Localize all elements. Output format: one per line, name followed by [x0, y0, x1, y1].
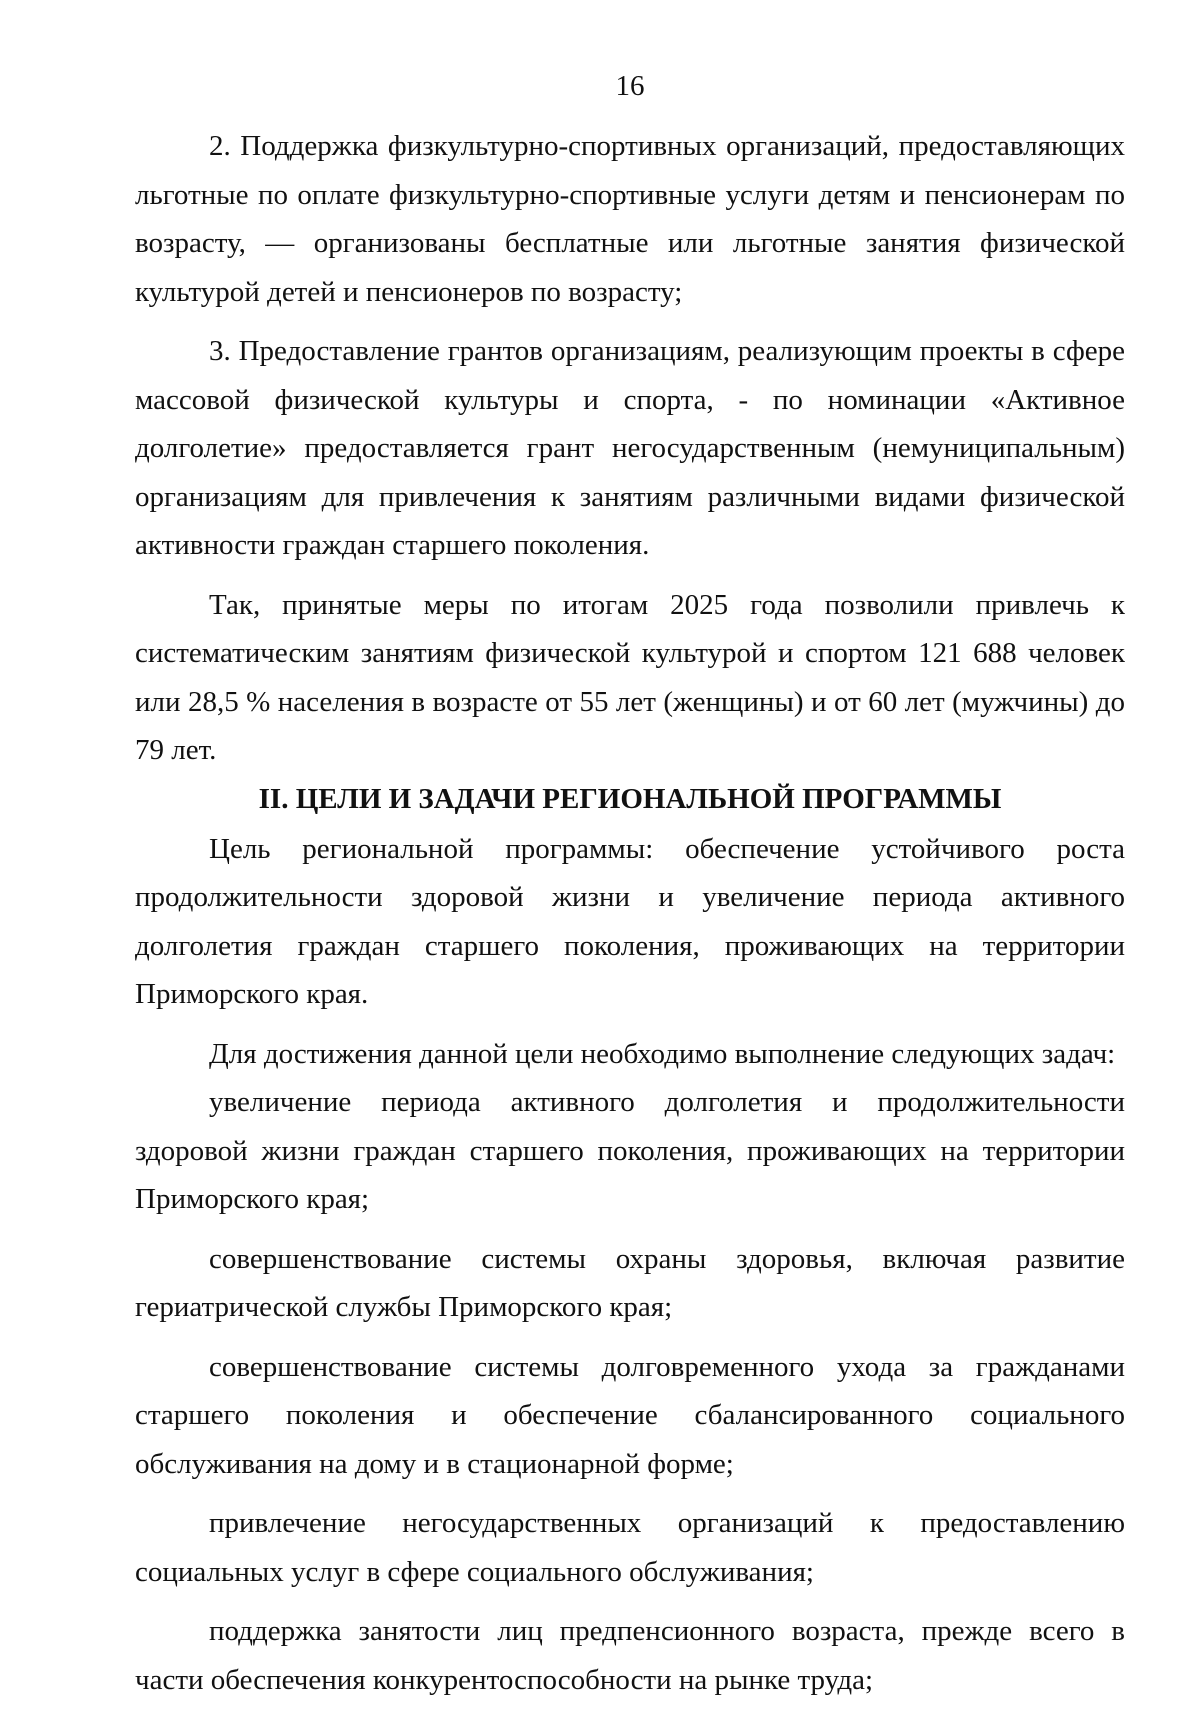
task-item: привлечение негосударственных организаций к предоставлению социальных услуг в сфере социального обслуживания;	[135, 1507, 1125, 1588]
paragraph-grants: 3. Предоставление грантов организациям, реализующим проекты в сфере массовой физической культуры и спорта, - по номинации «Активное долголетие» предоставляется грант негосударственным (немуниципальным) организациям для привлечения к занятиям различными видами физической активности граждан старшего поколения.	[135, 335, 1125, 561]
section-heading: II. ЦЕЛИ И ЗАДАЧИ РЕГИОНАЛЬНОЙ ПРОГРАММЫ	[258, 782, 1002, 815]
paragraph-program-goal: Цель региональной программы: обеспечение устойчивого роста продолжительности здоровой жизни и увеличение периода активного долголетия граждан старшего поколения, проживающих на территории Приморского края.	[135, 832, 1125, 1010]
task-item: увеличение периода активного долголетия и продолжительности здоровой жизни граждан старшего поколения, проживающих на территории Приморского края;	[135, 1086, 1125, 1215]
document-body	[135, 122, 1125, 1715]
task-item: поддержка занятости лиц предпенсионного возраста, прежде всего в части обеспечения конкурентоспособности на рынке труда;	[135, 1615, 1125, 1696]
task-item: совершенствование системы охраны здоровья, включая развитие гериатрической службы Приморского края;	[135, 1242, 1125, 1323]
page-number: 16	[615, 70, 645, 102]
paragraph-tasks-intro: Для достижения данной цели необходимо выполнение следующих задач:	[209, 1037, 1116, 1070]
task-item: совершенствование системы долговременного ухода за гражданами старшего поколения и обеспечение сбалансированного социального обслуживания на дому и в стационарной форме;	[135, 1350, 1125, 1480]
paragraph-results-2025: Так, принятые меры по итогам 2025 года позволили привлечь к систематическим занятиям физической культурой и спортом 121 688 человек или 28,5 % населения в возрасте от 55 лет (женщины) и от 60 лет (мужчины) до 79 лет.	[135, 588, 1125, 766]
paragraph-sports-organizations-support: 2. Поддержка физкультурно-спортивных организаций, предоставляющих льготные по оплате физкультурно-спортивные услуги детям и пенсионерам по возрасту, — организованы бесплатные или льготные занятия физической культурой детей и пенсионеров по возрасту;	[135, 130, 1125, 308]
